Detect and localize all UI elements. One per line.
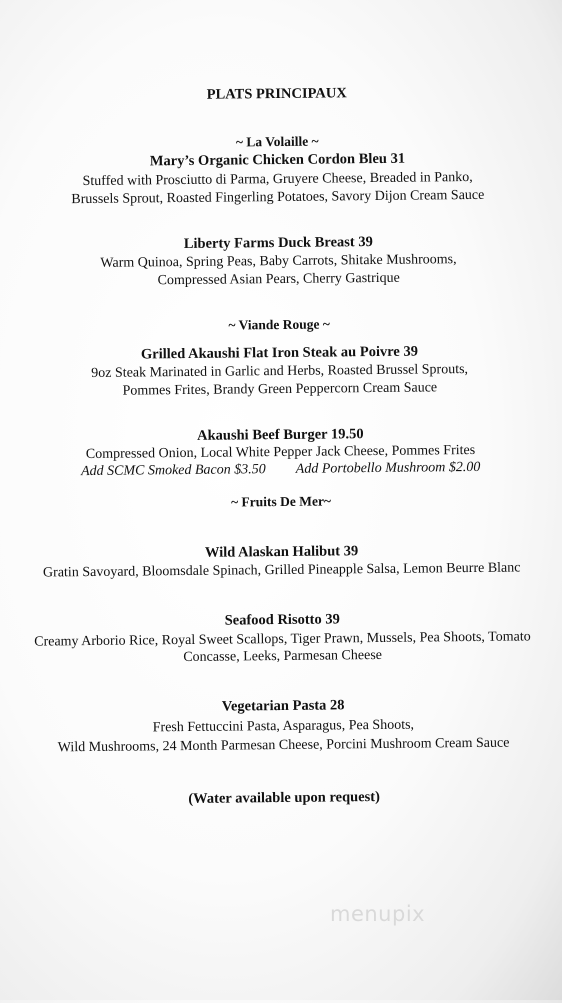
menupix-watermark: menupix — [330, 902, 426, 926]
section-heading-viande-rouge: ~ Viande Rouge ~ — [228, 316, 330, 333]
dish-name-duck-breast: Liberty Farms Duck Breast 39 — [183, 234, 373, 253]
dish-desc-line: Warm Quinoa, Spring Peas, Baby Carrots, Shitake Mushrooms, — [100, 252, 457, 271]
dish-name-flat-iron-steak: Grilled Akaushi Flat Iron Steak au Poivre 39 — [140, 343, 419, 363]
dish-name-vegetarian-pasta: Vegetarian Pasta 28 — [221, 697, 345, 715]
dish-name-seafood-risotto: Seafood Risotto 39 — [224, 611, 340, 629]
section-heading-volaille: ~ La Volaille ~ — [235, 133, 319, 150]
dish-desc-line: Compressed Asian Pears, Cherry Gastrique — [157, 270, 400, 289]
dish-desc-line: Pommes Frites, Brandy Green Peppercorn Cream Sauce — [122, 380, 438, 399]
dish-name-halibut: Wild Alaskan Halibut 39 — [204, 543, 359, 561]
dish-desc-line: Concasse, Leeks, Parmesan Cheese — [183, 647, 383, 666]
dish-desc-line: Gratin Savoyard, Bloomsdale Spinach, Grilled Pineapple Salsa, Lemon Beurre Blanc — [42, 560, 521, 581]
dish-name-beef-burger: Akaushi Beef Burger 19.50 — [196, 426, 364, 444]
dish-desc-line: Brussels Sprout, Roasted Fingerling Potatoes, Savory Dijon Cream Sauce — [71, 187, 485, 208]
page-title: PLATS PRINCIPAUX — [206, 85, 347, 103]
dish-desc-line: Compressed Onion, Local White Pepper Jack Cheese, Pommes Frites — [85, 442, 476, 463]
dish-desc-line: Wild Mushrooms, 24 Month Parmesan Cheese, Porcini Mushroom Cream Sauce — [57, 735, 510, 756]
section-heading-fruits-de-mer: ~ Fruits De Mer~ — [230, 493, 332, 510]
dish-desc-line: Stuffed with Prosciutto di Parma, Gruyere Cheese, Breaded in Panko, — [82, 169, 473, 190]
addon-portobello: Add Portobello Mushroom $2.00 — [295, 459, 481, 477]
addon-bacon: Add SCMC Smoked Bacon $3.50 — [80, 462, 266, 480]
dish-desc-line: Creamy Arborio Rice, Royal Sweet Scallops, Tiger Prawn, Mussels, Pea Shoots, Tomato — [34, 629, 531, 650]
water-note: (Water available upon request) — [188, 788, 380, 807]
dish-name-chicken-cordon-bleu: Mary’s Organic Chicken Cordon Bleu 31 — [149, 150, 406, 170]
dish-desc-line: 9oz Steak Marinated in Garlic and Herbs, Roasted Brussel Sprouts, — [91, 362, 469, 381]
dish-desc-line: Fresh Fettuccini Pasta, Asparagus, Pea Shoots, — [152, 717, 415, 736]
